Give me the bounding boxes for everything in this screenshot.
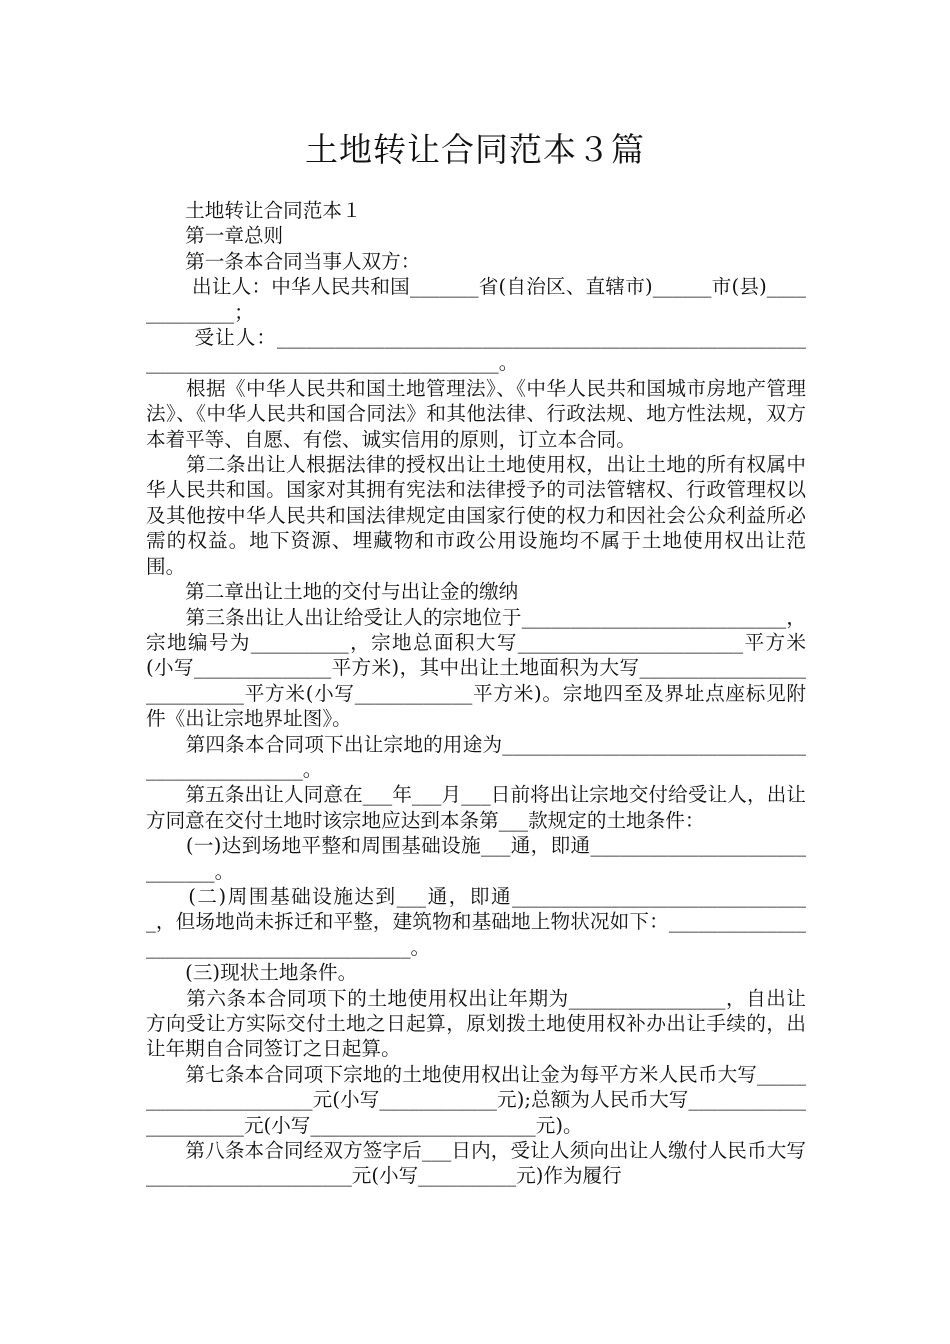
paragraph-chapter-1: 第一章总则 <box>146 224 284 248</box>
document-title: 土地转让合同范本３篇 <box>305 130 645 169</box>
paragraph-article-8: 第八条本合同经双方签字后___日内，受让人须向出让人缴付人民币大写_____________________元(小写__________元)作为履行 <box>146 1139 806 1188</box>
paragraph-condition-2: (二)周围基础设施达到___通，即通_______________________________，但场地尚未拆迁和平整，建筑物和基础地上物状况如下：_________________________________________。 <box>146 884 806 959</box>
document-body <box>146 198 806 1189</box>
paragraph-condition-1: (一)达到场地平整和周围基础设施___通，即通_____________________________。 <box>146 834 806 883</box>
paragraph-heading: 土地转让合同范本１ <box>146 199 362 222</box>
paragraph-article-1: 第一条本合同当事人双方： <box>146 249 421 273</box>
paragraph-condition-3: (三)现状土地条件。 <box>146 961 358 985</box>
paragraph-article-3: 第三条出让人出让给受让人的宗地位于___________________________，宗地编号为__________，宗地总面积大写_______________________平方米(小写______________平方米)，其中出让土地面积为大写___________________________平方米(小写____________平方米)。宗地四至及界址点座标见附件《出让宗地界址图》。 <box>146 605 806 731</box>
paragraph-article-5: 第五条出让人同意在___年___月___日前将出让宗地交付给受让人，出让方同意在交付土地时该宗地应达到本条第___款规定的土地条件： <box>146 783 806 832</box>
paragraph-transferee: 受让人：__________________________________________________________________________________________。 <box>146 326 806 375</box>
paragraph-article-7: 第七条本合同项下宗地的土地使用权出让金为每平方米人民币大写______________________元(小写____________元);总额为人民币大写______________________元(小写_______________________元)。 <box>146 1062 806 1137</box>
paragraph-article-2: 第二条出让人根据法律的授权出让土地使用权，出让土地的所有权属中华人民共和国。国家对其拥有宪法和法律授予的司法管辖权、行政管理权以及其他按中华人民共和国法律规定由国家行使的权力和因社会公众利益所必需的权益。地下资源、埋藏物和市政公用设施均不属于土地使用权出让范围。 <box>146 453 806 578</box>
paragraph-chapter-2: 第二章出让土地的交付与出让金的缴纳 <box>146 580 519 604</box>
paragraph-article-6: 第六条本合同项下的土地使用权出让年期为________________，自出让方向受让方实际交付土地之日起算，原划拨土地使用权补办出让手续的，出让年期自合同签订之日起算。 <box>146 986 806 1061</box>
paragraph-article-4: 第四条本合同项下出让宗地的用途为_______________________________________________。 <box>146 732 806 781</box>
paragraph-transferor: 出让人：中华人民共和国_______省(自治区、直辖市)______市(县)_____________； <box>146 275 806 324</box>
paragraph-legal-basis: 根据《中华人民共和国土地管理法》、《中华人民共和国城市房地产管理法》、《中华人民共和国合同法》和其他法律、行政法规、地方性法规，双方本着平等、自愿、有偿、诚实信用的原则，订立本合同。 <box>146 376 806 451</box>
